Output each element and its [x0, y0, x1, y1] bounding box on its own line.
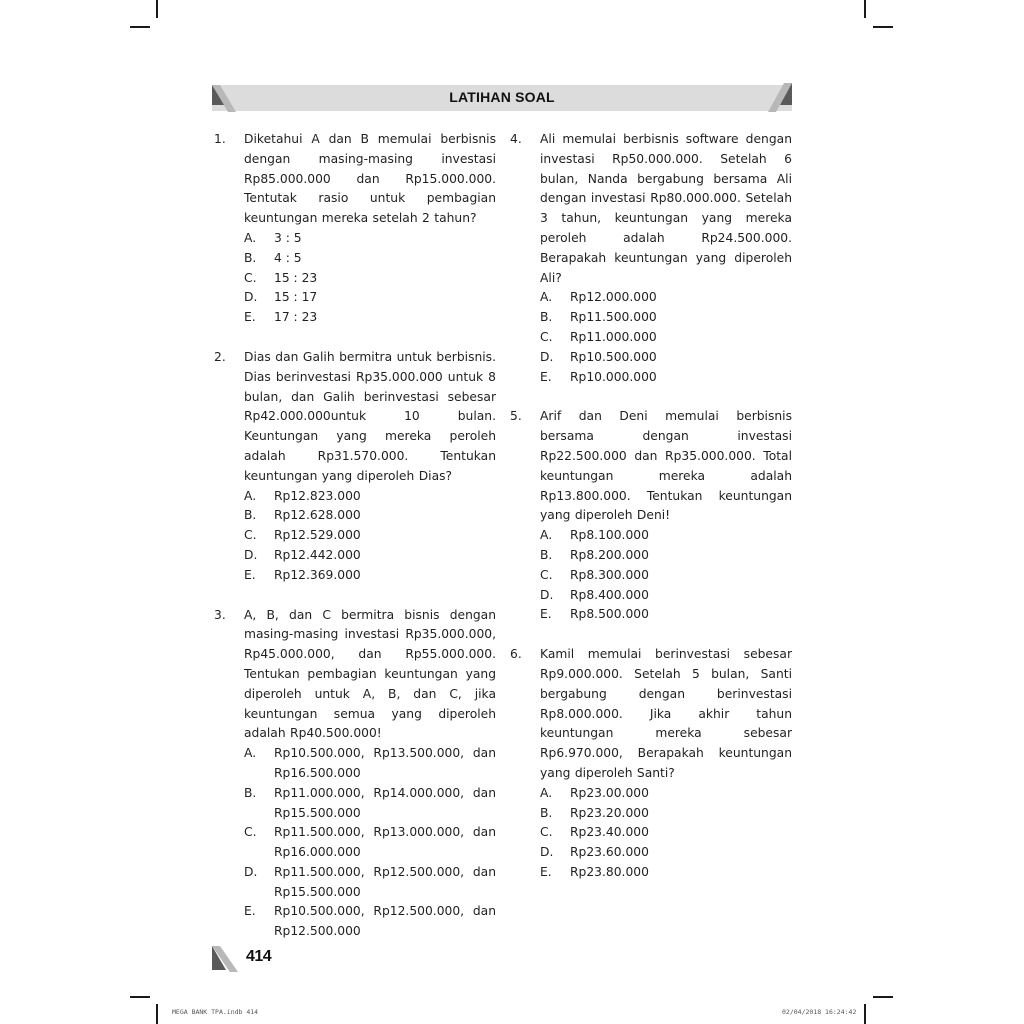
crop-mark [873, 26, 893, 28]
option-b[interactable] [244, 506, 496, 526]
option-c[interactable] [540, 566, 792, 586]
option-text: Rp8.400.000 [570, 587, 649, 602]
option-c[interactable] [244, 269, 496, 289]
option-e[interactable] [540, 605, 792, 625]
option-d[interactable] [244, 546, 496, 566]
option-a[interactable] [244, 487, 496, 507]
option-text: Rp23.00.000 [570, 785, 649, 800]
option-letter: B. [540, 310, 553, 325]
option-text: Rp11.500.000, Rp13.000.000, dan Rp16.000.000 [274, 825, 496, 860]
question-text: Diketahui A dan B memulai berbisnis dengan masing-masing investasi Rp85.000.000 dan Rp15.000.000. Tentutak rasio untuk pembagian keuntungan mereka setelah 2 tahun? [244, 132, 496, 226]
option-letter: C. [244, 528, 257, 543]
option-d[interactable] [244, 288, 496, 308]
option-letter: D. [244, 290, 258, 305]
option-text: Rp12.000.000 [570, 290, 657, 305]
option-text: 15 : 17 [274, 290, 318, 305]
option-list [540, 526, 792, 625]
question-text: Ali memulai berbisnis software dengan investasi Rp50.000.000. Setelah 6 bulan, Nanda bergabung bersama Ali dengan investasi Rp80.000.000. Setelah 3 tahun, keuntungan yang mereka peroleh adalah Rp24.500.000. Berapakah keuntungan yang diperoleh Ali? [540, 132, 792, 285]
option-text: Rp23.80.000 [570, 864, 649, 879]
option-text: Rp8.200.000 [570, 547, 649, 562]
option-letter: C. [540, 825, 553, 840]
question-number: 4. [510, 132, 522, 146]
option-text: Rp10.500.000 [570, 349, 657, 364]
option-text: 17 : 23 [274, 310, 318, 325]
page-title: LATIHAN SOAL [449, 89, 555, 105]
option-letter: E. [540, 864, 552, 879]
option-letter: B. [244, 785, 257, 800]
option-list [540, 784, 792, 883]
option-text: Rp11.500.000 [570, 310, 657, 325]
crop-mark [130, 996, 150, 998]
crop-mark [864, 0, 866, 18]
option-text: Rp12.628.000 [274, 508, 361, 523]
option-b[interactable] [540, 546, 792, 566]
option-a[interactable] [244, 229, 496, 249]
option-letter: D. [540, 349, 554, 364]
option-text: Rp10.500.000, Rp13.500.000, dan Rp16.500.000 [274, 746, 496, 780]
option-letter: D. [540, 587, 554, 602]
question-text: Kamil memulai berinvestasi sebesar Rp9.000.000. Setelah 5 bulan, Santi bergabung dengan berinvestasi Rp8.000.000. Jika akhir tahun keuntungan mereka sebesar Rp6.970.000, Berapakah keuntungan yang diperoleh Santi? [540, 647, 792, 780]
option-e[interactable] [244, 566, 496, 586]
option-list [244, 487, 496, 586]
question-6 [510, 645, 792, 883]
question-1 [214, 130, 496, 328]
option-c[interactable] [244, 823, 496, 863]
option-a[interactable] [540, 784, 792, 804]
option-letter: D. [244, 547, 258, 562]
question-3 [214, 606, 496, 943]
crop-mark [864, 1004, 866, 1024]
crop-mark [873, 996, 893, 998]
option-letter: B. [540, 547, 553, 562]
option-text: Rp10.500.000, Rp12.500.000, dan Rp12.500.000 [274, 904, 496, 939]
option-text: Rp8.100.000 [570, 528, 649, 543]
option-text: Rp12.529.000 [274, 528, 361, 543]
crop-mark [156, 1004, 158, 1024]
question-number: 6. [510, 647, 522, 662]
option-list [244, 744, 496, 942]
left-column [214, 130, 496, 942]
option-text: Rp12.442.000 [274, 547, 361, 562]
print-slug-right: 02/04/2018 16:24:42 [782, 1008, 857, 1016]
option-letter: C. [540, 567, 553, 582]
crop-mark [130, 26, 150, 28]
option-b[interactable] [540, 804, 792, 824]
option-e[interactable] [244, 902, 496, 942]
question-2 [214, 348, 496, 586]
option-letter: A. [540, 785, 553, 800]
option-a[interactable] [540, 288, 792, 308]
option-b[interactable] [540, 308, 792, 328]
option-letter: A. [540, 528, 553, 543]
print-slug-left: MEGA BANK TPA.indb 414 [172, 1008, 259, 1016]
option-text: Rp23.40.000 [570, 825, 649, 840]
option-letter: E. [244, 904, 256, 919]
question-text: A, B, dan C bermitra bisnis dengan masing-masing investasi Rp35.000.000, Rp45.000.000, dan Rp55.000.000. Tentukan pembagian keuntungan yang diperoleh untuk A, B, dan C, jika keuntungan semua yang diperoleh adalah Rp40.500.000! [244, 607, 496, 741]
option-letter: E. [244, 310, 256, 325]
page-number-ornament [210, 944, 240, 974]
option-text: 4 : 5 [274, 250, 302, 265]
question-number: 1. [214, 132, 226, 146]
option-letter: C. [244, 270, 257, 285]
option-letter: A. [244, 746, 257, 761]
crop-mark [156, 0, 158, 18]
option-e[interactable] [244, 308, 496, 328]
option-c[interactable] [540, 328, 792, 348]
option-text: Rp11.500.000, Rp12.500.000, dan Rp15.500.000 [274, 864, 496, 899]
option-letter: B. [540, 805, 553, 820]
option-letter: D. [540, 845, 554, 860]
option-text: Rp23.20.000 [570, 805, 649, 820]
option-text: 3 : 5 [274, 230, 302, 245]
option-letter: A. [244, 488, 257, 503]
option-a[interactable] [540, 526, 792, 546]
option-d[interactable] [540, 348, 792, 368]
option-e[interactable] [540, 368, 792, 388]
option-a[interactable] [244, 744, 496, 784]
question-number: 3. [214, 607, 226, 622]
option-letter: E. [540, 369, 552, 384]
question-number: 2. [214, 349, 226, 364]
question-5 [510, 407, 792, 625]
option-list [540, 288, 792, 387]
option-text: Rp10.000.000 [570, 369, 657, 384]
option-list [244, 229, 496, 328]
option-letter: A. [540, 290, 553, 305]
option-b[interactable] [244, 249, 496, 269]
option-d[interactable] [540, 586, 792, 606]
right-column [510, 130, 792, 883]
option-text: Rp11.000.000, Rp14.000.000, dan Rp15.500.000 [274, 785, 496, 820]
option-d[interactable] [244, 863, 496, 903]
option-text: Rp12.369.000 [274, 567, 361, 582]
option-letter: B. [244, 250, 257, 265]
option-text: Rp23.60.000 [570, 845, 649, 860]
option-e[interactable] [540, 863, 792, 883]
option-letter: A. [244, 230, 257, 245]
option-b[interactable] [244, 784, 496, 824]
option-letter: C. [244, 825, 257, 840]
option-letter: E. [244, 567, 256, 582]
option-text: Rp8.300.000 [570, 567, 649, 582]
question-text: Dias dan Galih bermitra untuk berbisnis. Dias berinvestasi Rp35.000.000 untuk 8 bulan, dan Galih berinvestasi sebesar Rp42.000.000untuk 10 bulan. Keuntungan yang mereka peroleh adalah Rp31.570.000. Tentukan keuntungan yang diperoleh Dias? [244, 349, 496, 483]
page-number: 414 [246, 948, 272, 965]
option-d[interactable] [540, 843, 792, 863]
option-letter: E. [540, 607, 552, 622]
option-text: Rp11.000.000 [570, 329, 657, 344]
section-banner [212, 83, 792, 112]
option-text: Rp8.500.000 [570, 607, 649, 622]
option-c[interactable] [540, 823, 792, 843]
option-c[interactable] [244, 526, 496, 546]
option-text: Rp12.823.000 [274, 488, 361, 503]
question-number: 5. [510, 409, 522, 424]
question-text: Arif dan Deni memulai berbisnis bersama dengan investasi Rp22.500.000 dan Rp35.000.000. Total keuntungan mereka adalah Rp13.800.000. Tentukan keuntungan yang diperoleh Deni! [540, 409, 792, 523]
question-4 [510, 130, 792, 387]
option-letter: B. [244, 508, 257, 523]
option-letter: C. [540, 329, 553, 344]
option-text: 15 : 23 [274, 270, 318, 285]
option-letter: D. [244, 864, 258, 879]
